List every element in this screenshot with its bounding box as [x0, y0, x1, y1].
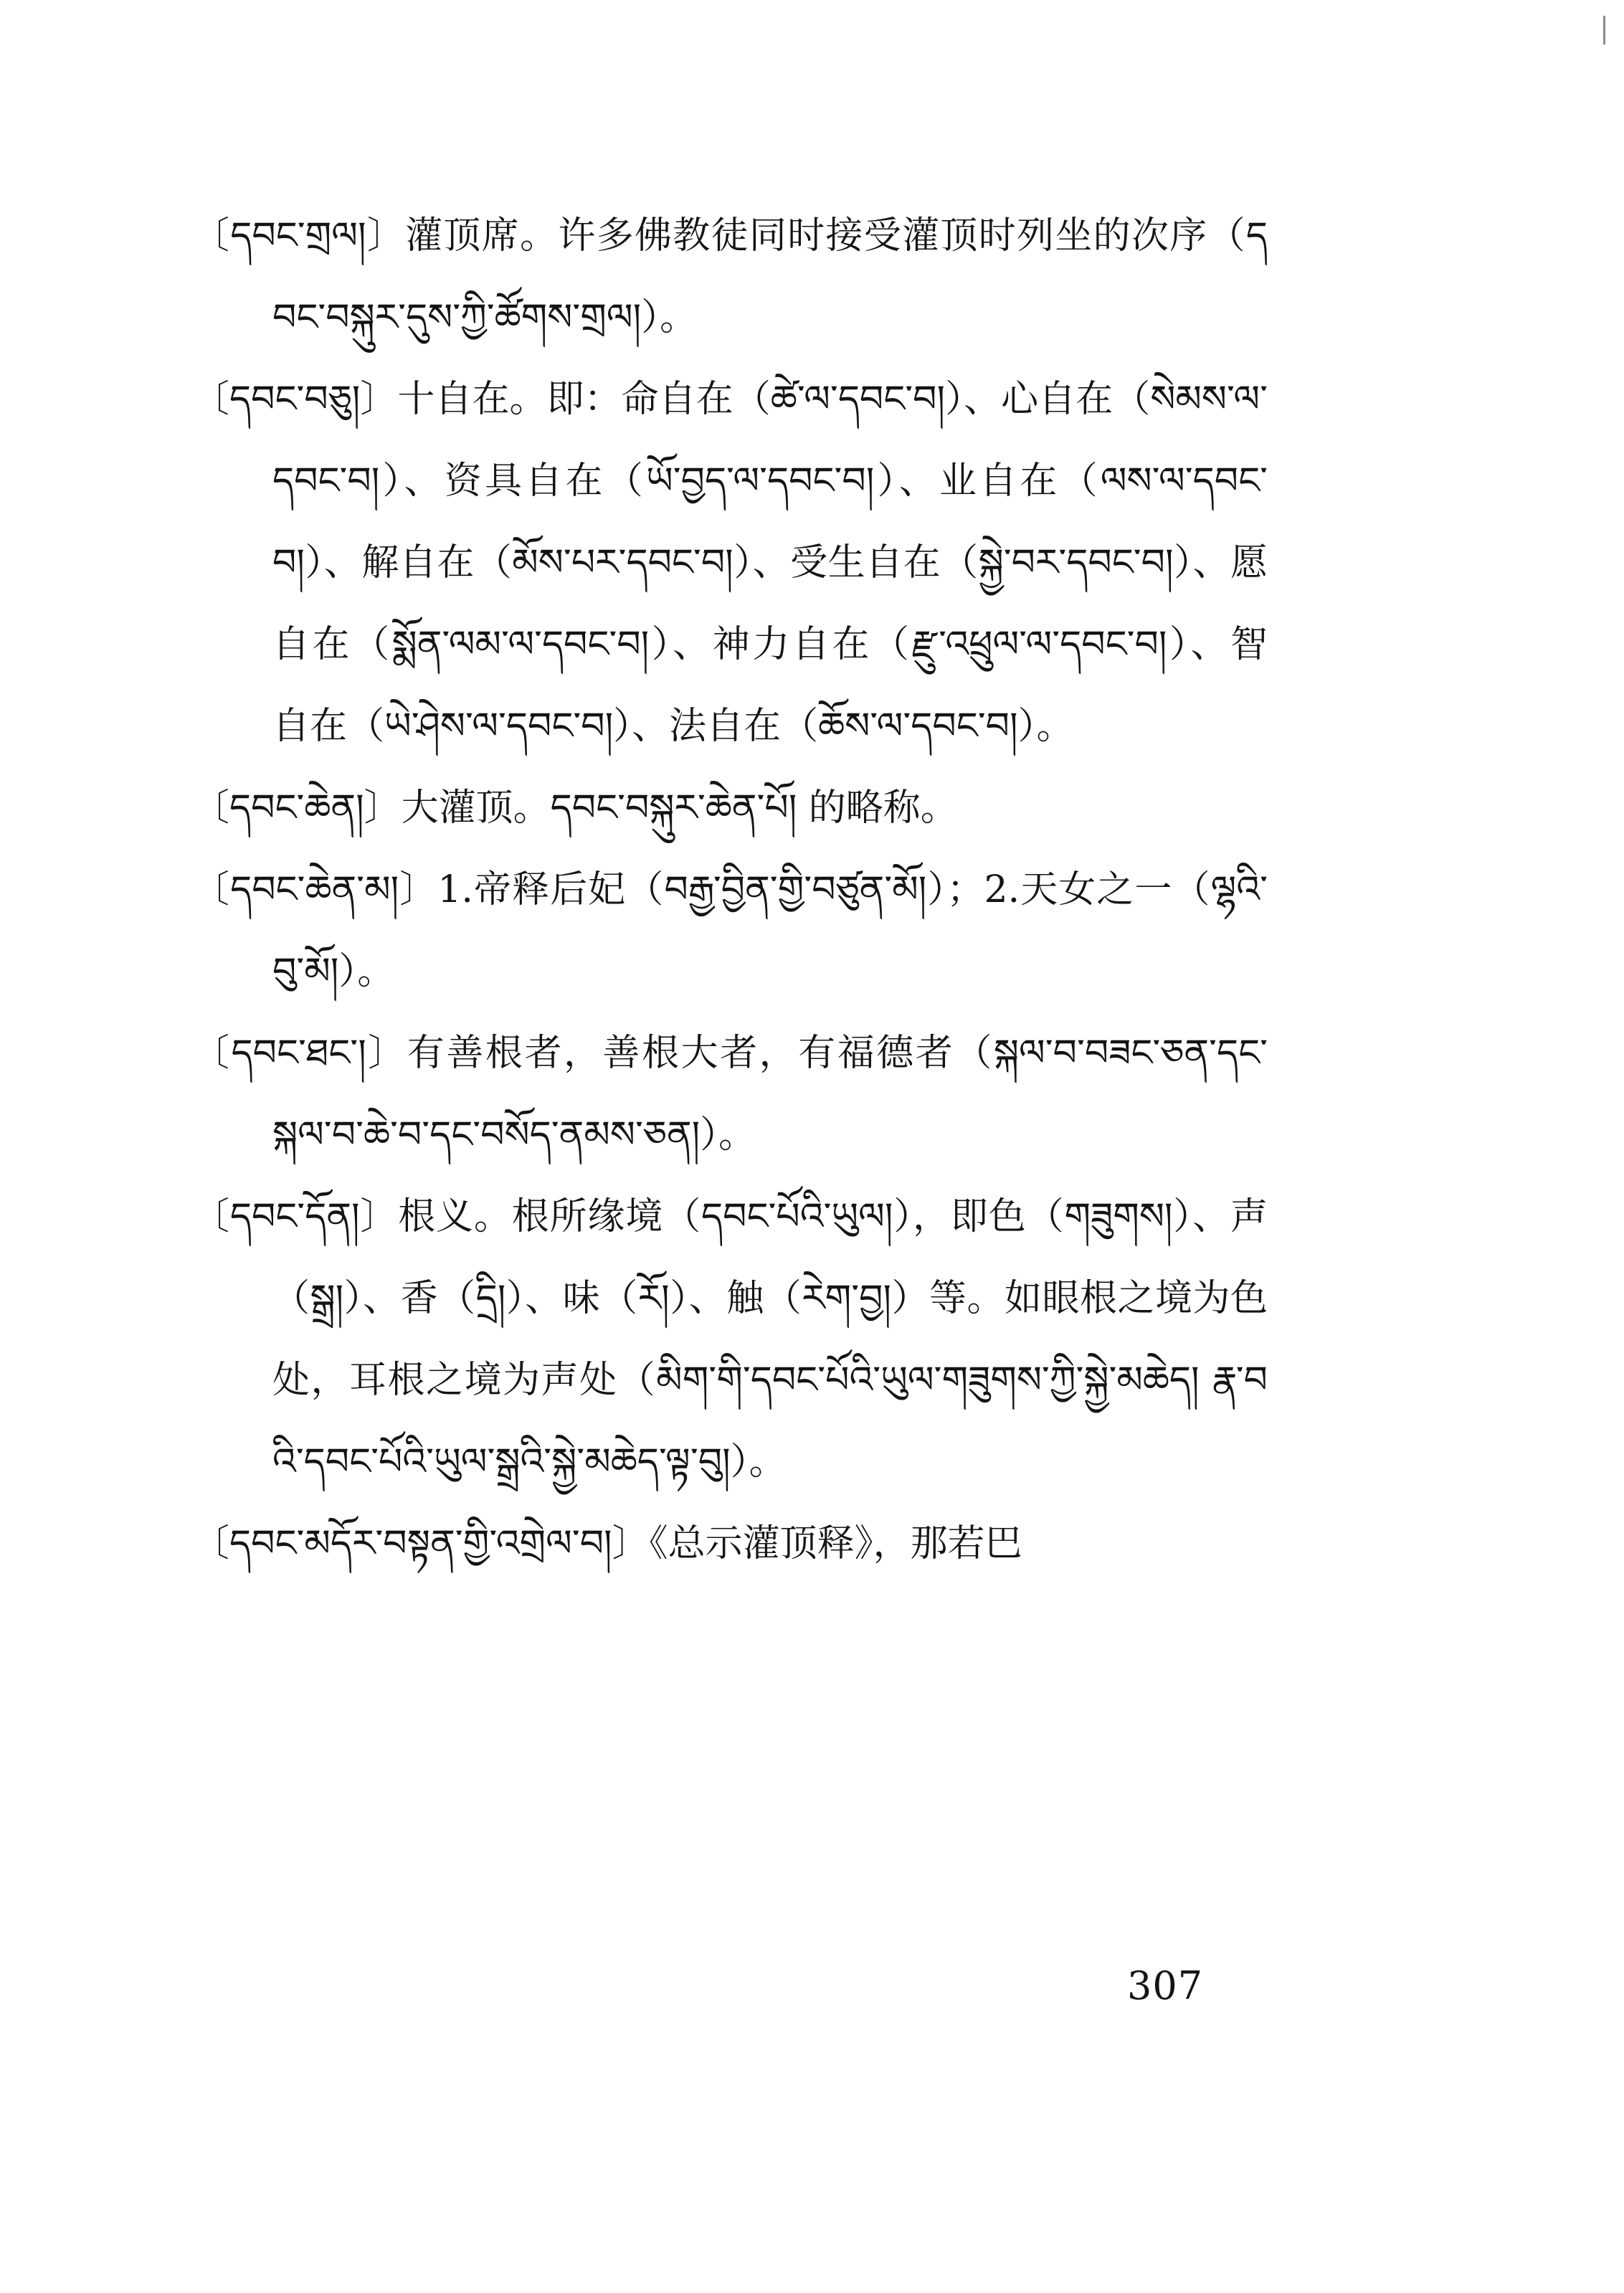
entry-headword: 〔དབང་ཆེན་མ།〕: [192, 868, 438, 911]
entry-headword: 〔དབང་ཐང་།〕: [192, 1032, 407, 1075]
entry-headword: 〔དབང་གྲལ།〕: [192, 214, 406, 257]
entry-definition: 灌顶席。许多佛教徒同时接受灌顶时列坐的次序（དབང་བསྐུར་དུས་ཀྱི་ཚོགས་གྲལ།）。: [272, 214, 1268, 339]
entry-definition: 1.帝释后妃（བརྒྱ་བྱིན་གྱི་བཙུན་མོ།）；2.天女之一（ལྷའི་བུ་མོ།）。: [272, 868, 1268, 993]
entry-definition: 十自在。即：命自在（ཚེ་ལ་དབང་བ།）、心自在（སེམས་ལ་དབང་བ།）、资具自在（ཡོ་བྱད་ལ་དབང་བ།）、业自在（ལས་ལ་དབང་བ།）、解自在（མོས་པར་དབང་བ།）、受生自在（སྐྱེ་བར་དབང་བ།）、愿自在（སྨོན་ལམ་ལ་དབང་བ།）、神力自在（རྫུ་འཕྲུལ་ལ་དབང་བ།）、智自在（ཡེ་ཤེས་ལ་དབང་བ།）、法自在（ཆོས་ལ་དབང་བ།）。: [272, 378, 1268, 748]
entry-dbang-don: [192, 1176, 1268, 1503]
entry-dbang-thang: [192, 1012, 1268, 1176]
entry-headword: 〔དབང་ཆེན།〕: [192, 787, 402, 830]
entry-headword: 〔དབང་དོན།〕: [192, 1195, 399, 1238]
entry-headword: 〔དབང་མདོར་བསྟན་གྱི་འགྲེལ་བ།〕: [192, 1522, 650, 1565]
scan-edge-mark: [1603, 16, 1605, 44]
entry-definition: 有善根者，善根大者，有福德者（སྐལ་བ་བཟང་ཅན་དང་སྐལ་བ་ཆེ་བ་དང་བསོད་ནམས་ཅན།）。: [272, 1032, 1268, 1157]
entry-dbang-chen: [192, 767, 1268, 849]
entry-definition: 大灌顶。དབང་བསྐུར་ཆེན་པོ། 的略称。: [401, 787, 958, 830]
page-number: 307: [1127, 1963, 1204, 2008]
entry-definition: 《总示灌顶释》，那若巴: [649, 1522, 1022, 1565]
entry-dbang-gral: [192, 195, 1268, 359]
entry-headword: 〔དབང་བཅུ།〕: [192, 378, 398, 421]
entry-definition: 根义。根所缘境（དབང་པོའི་ཡུལ།），即色（གཟུགས།）、声（སྒྲ།）、香（དྲི།）、味（རོ།）、触（རེག་བྱ།）等。如眼根之境为色处，耳根之境为声处（མིག་གི་དབང་པོའི་ཡུལ་གཟུགས་ཀྱི་སྐྱེ་མཆེད། རྣ་བའི་དབང་པོའི་ཡུལ་སྒྲའི་སྐྱེ་མཆེད་ལྟ་བུ།）。: [272, 1195, 1268, 1483]
entry-list: [192, 195, 1268, 1585]
entry-dbang-mdor-bstan: [192, 1503, 1268, 1585]
entry-dbang-bcu: [192, 359, 1268, 767]
entry-dbang-chen-ma: [192, 849, 1268, 1012]
